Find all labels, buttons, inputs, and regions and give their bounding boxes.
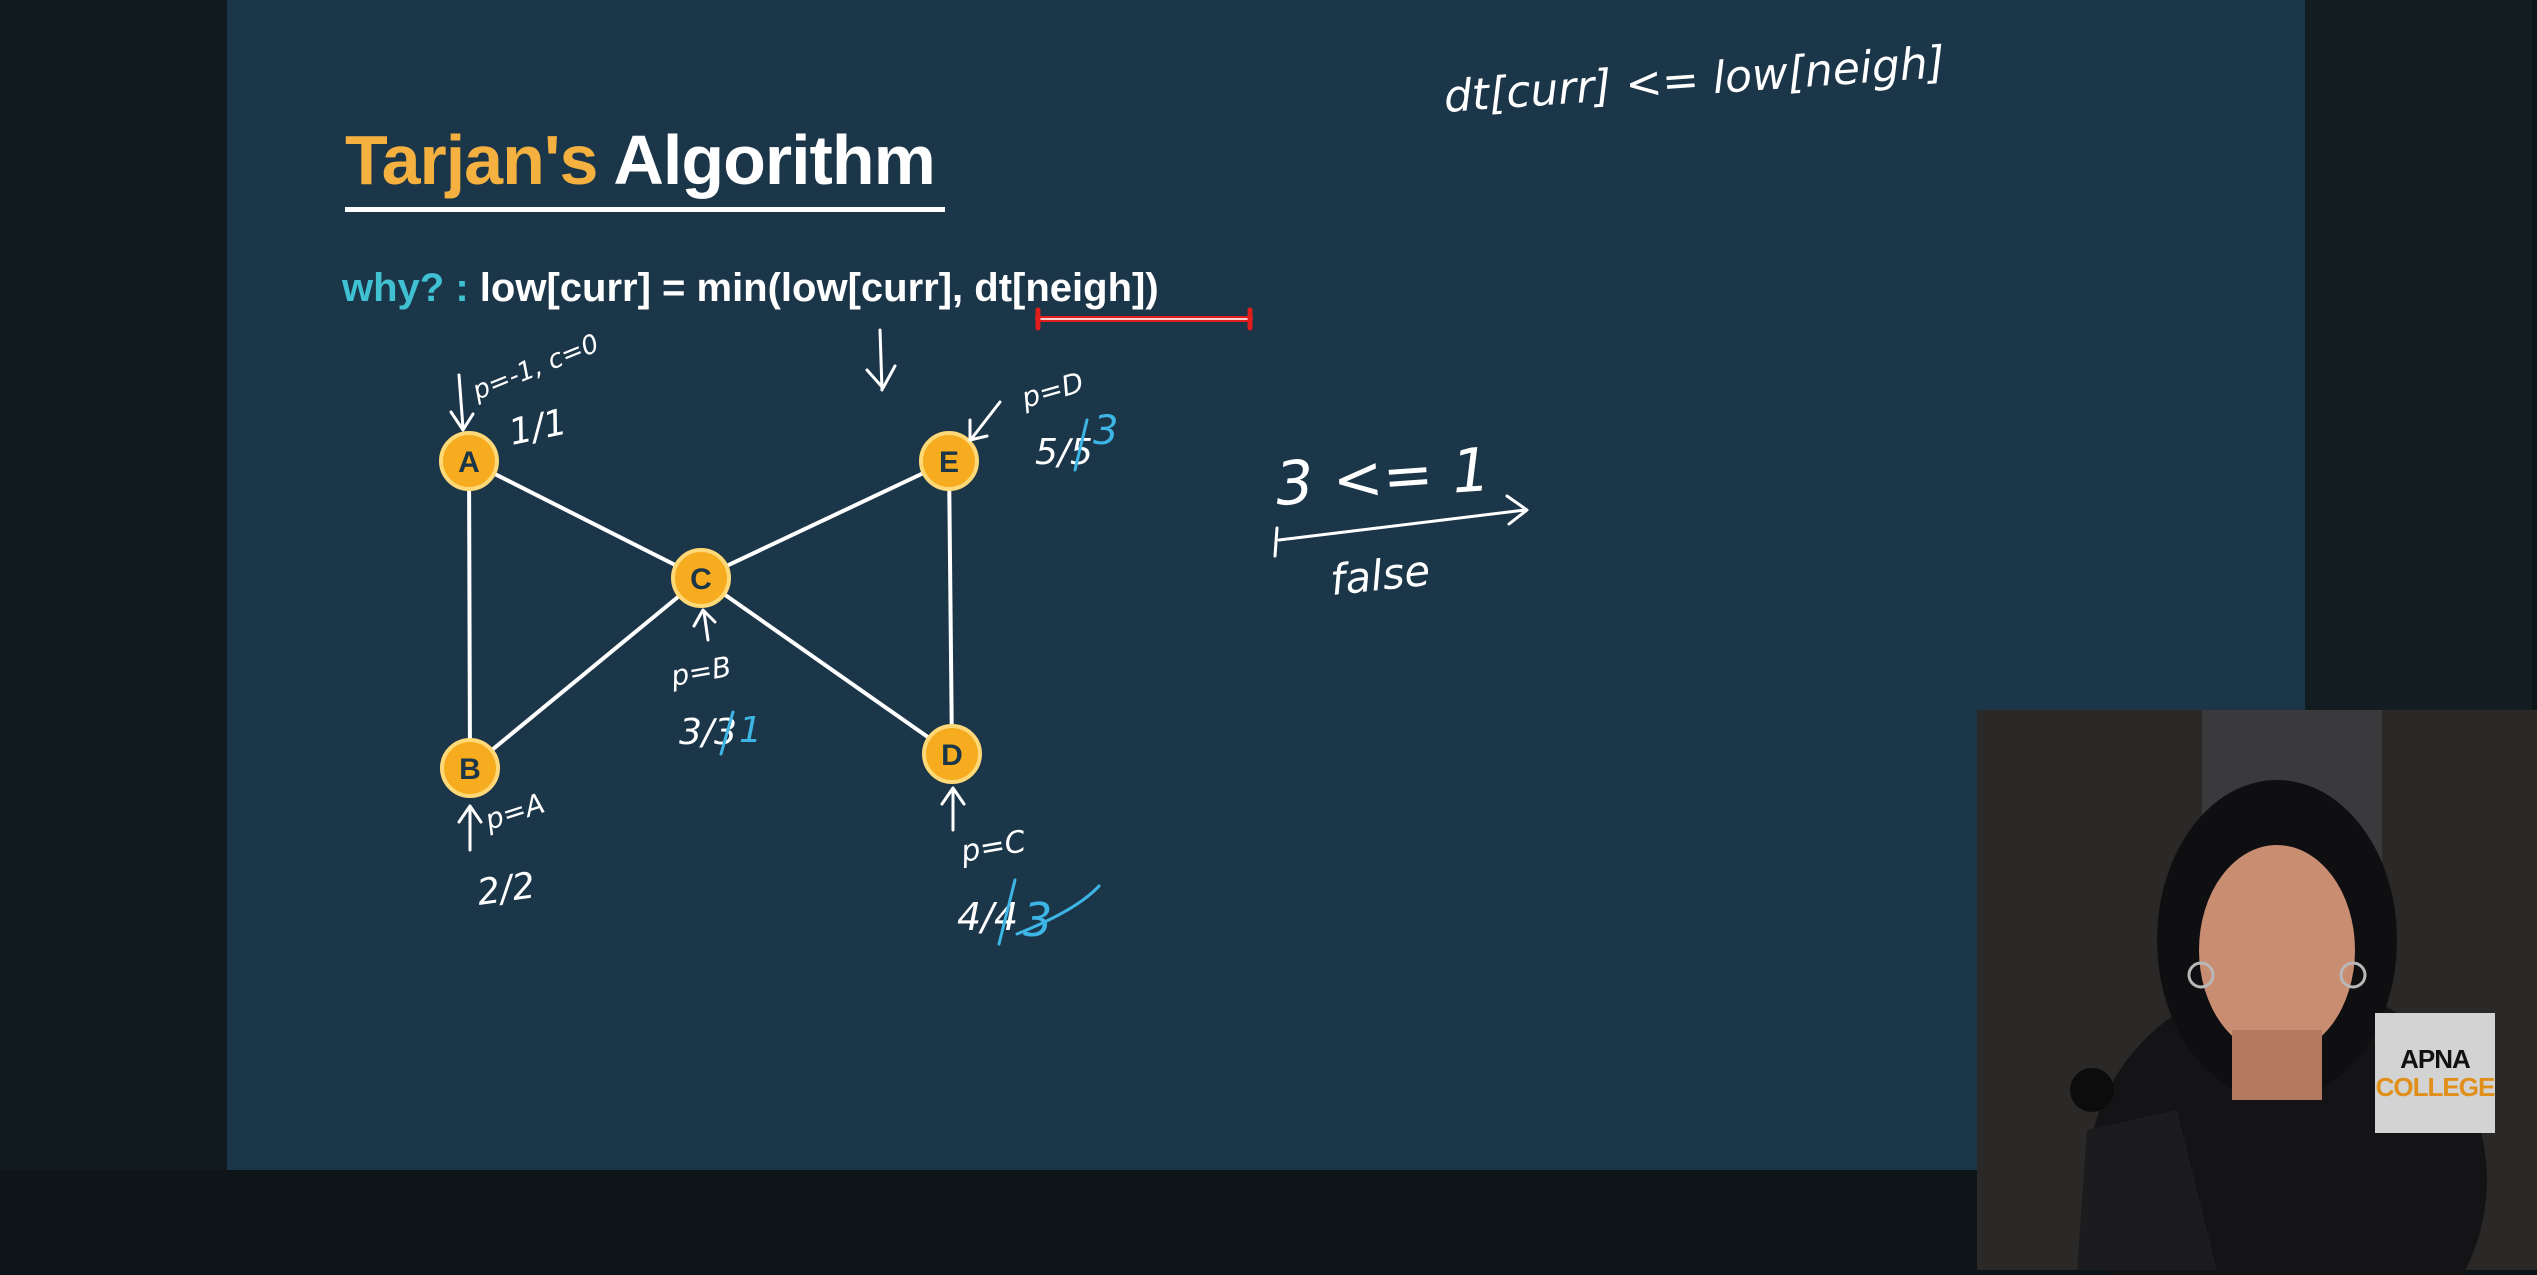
node-e [921, 433, 977, 489]
node-a [441, 433, 497, 489]
node-e-label: E [938, 446, 960, 479]
comparison-note: 3 <= 1 [1273, 435, 1493, 520]
node-b-parent-note: p=A [480, 786, 549, 837]
node-a-times-note: 1/1 [505, 401, 571, 454]
node-c-updated-low: 1 [739, 710, 762, 751]
edge-c-e [701, 461, 949, 578]
node-b-times-note: 2/2 [474, 865, 538, 914]
apna-college-logo [2375, 1013, 2495, 1133]
comparison-result-note: false [1327, 545, 1433, 605]
node-a-parent-note: p=-1, c=0 [468, 328, 604, 407]
edge-b-c [470, 578, 701, 768]
node-d-updated-low: 3 [1023, 893, 1053, 947]
node-c-parent-note: p=B [668, 649, 734, 693]
arrow-to-b [459, 806, 481, 850]
node-c [673, 550, 729, 606]
node-e-times-note: 5/5 [1035, 432, 1093, 473]
arrow-to-c [694, 610, 715, 640]
node-d-parent-note: p=C [958, 824, 1029, 870]
articulation-condition-note: dt[curr] <= low[neigh] [1442, 37, 1947, 123]
node-d-label: D [941, 739, 963, 772]
node-e-updated-low: 3 [1093, 408, 1119, 454]
arrow-to-formula [867, 330, 895, 390]
low-update-formula: low[curr] = min(low[curr], dt[neigh]) [479, 266, 1159, 310]
node-a-label: A [458, 446, 480, 479]
logo-text-college: COLLEGE [2375, 1072, 2495, 1102]
node-d-times-note: 4/4 [957, 895, 1019, 939]
node-c-times-note: 3/3 [679, 712, 737, 753]
letterbox-left [0, 0, 227, 1170]
title-word-tarjans: Tarjan's [345, 121, 598, 199]
presenter-image [1977, 710, 2537, 1270]
node-b [442, 740, 498, 796]
why-label: why? : [342, 266, 469, 310]
node-e-parent-note: p=D [1017, 365, 1088, 415]
node-c-label: C [690, 563, 712, 596]
title-word-algorithm: Algorithm [613, 121, 935, 199]
node-d [924, 726, 980, 782]
presenter-webcam [1977, 710, 2537, 1270]
node-b-label: B [459, 753, 481, 786]
arrow-to-d [942, 788, 964, 830]
arrow-to-e [970, 402, 1000, 440]
lecture-slide [227, 0, 2495, 1170]
edge-a-b [469, 461, 470, 768]
logo-text-apna: APNA [2400, 1044, 2470, 1074]
edge-a-c [469, 461, 701, 578]
edge-e-d [949, 461, 952, 754]
